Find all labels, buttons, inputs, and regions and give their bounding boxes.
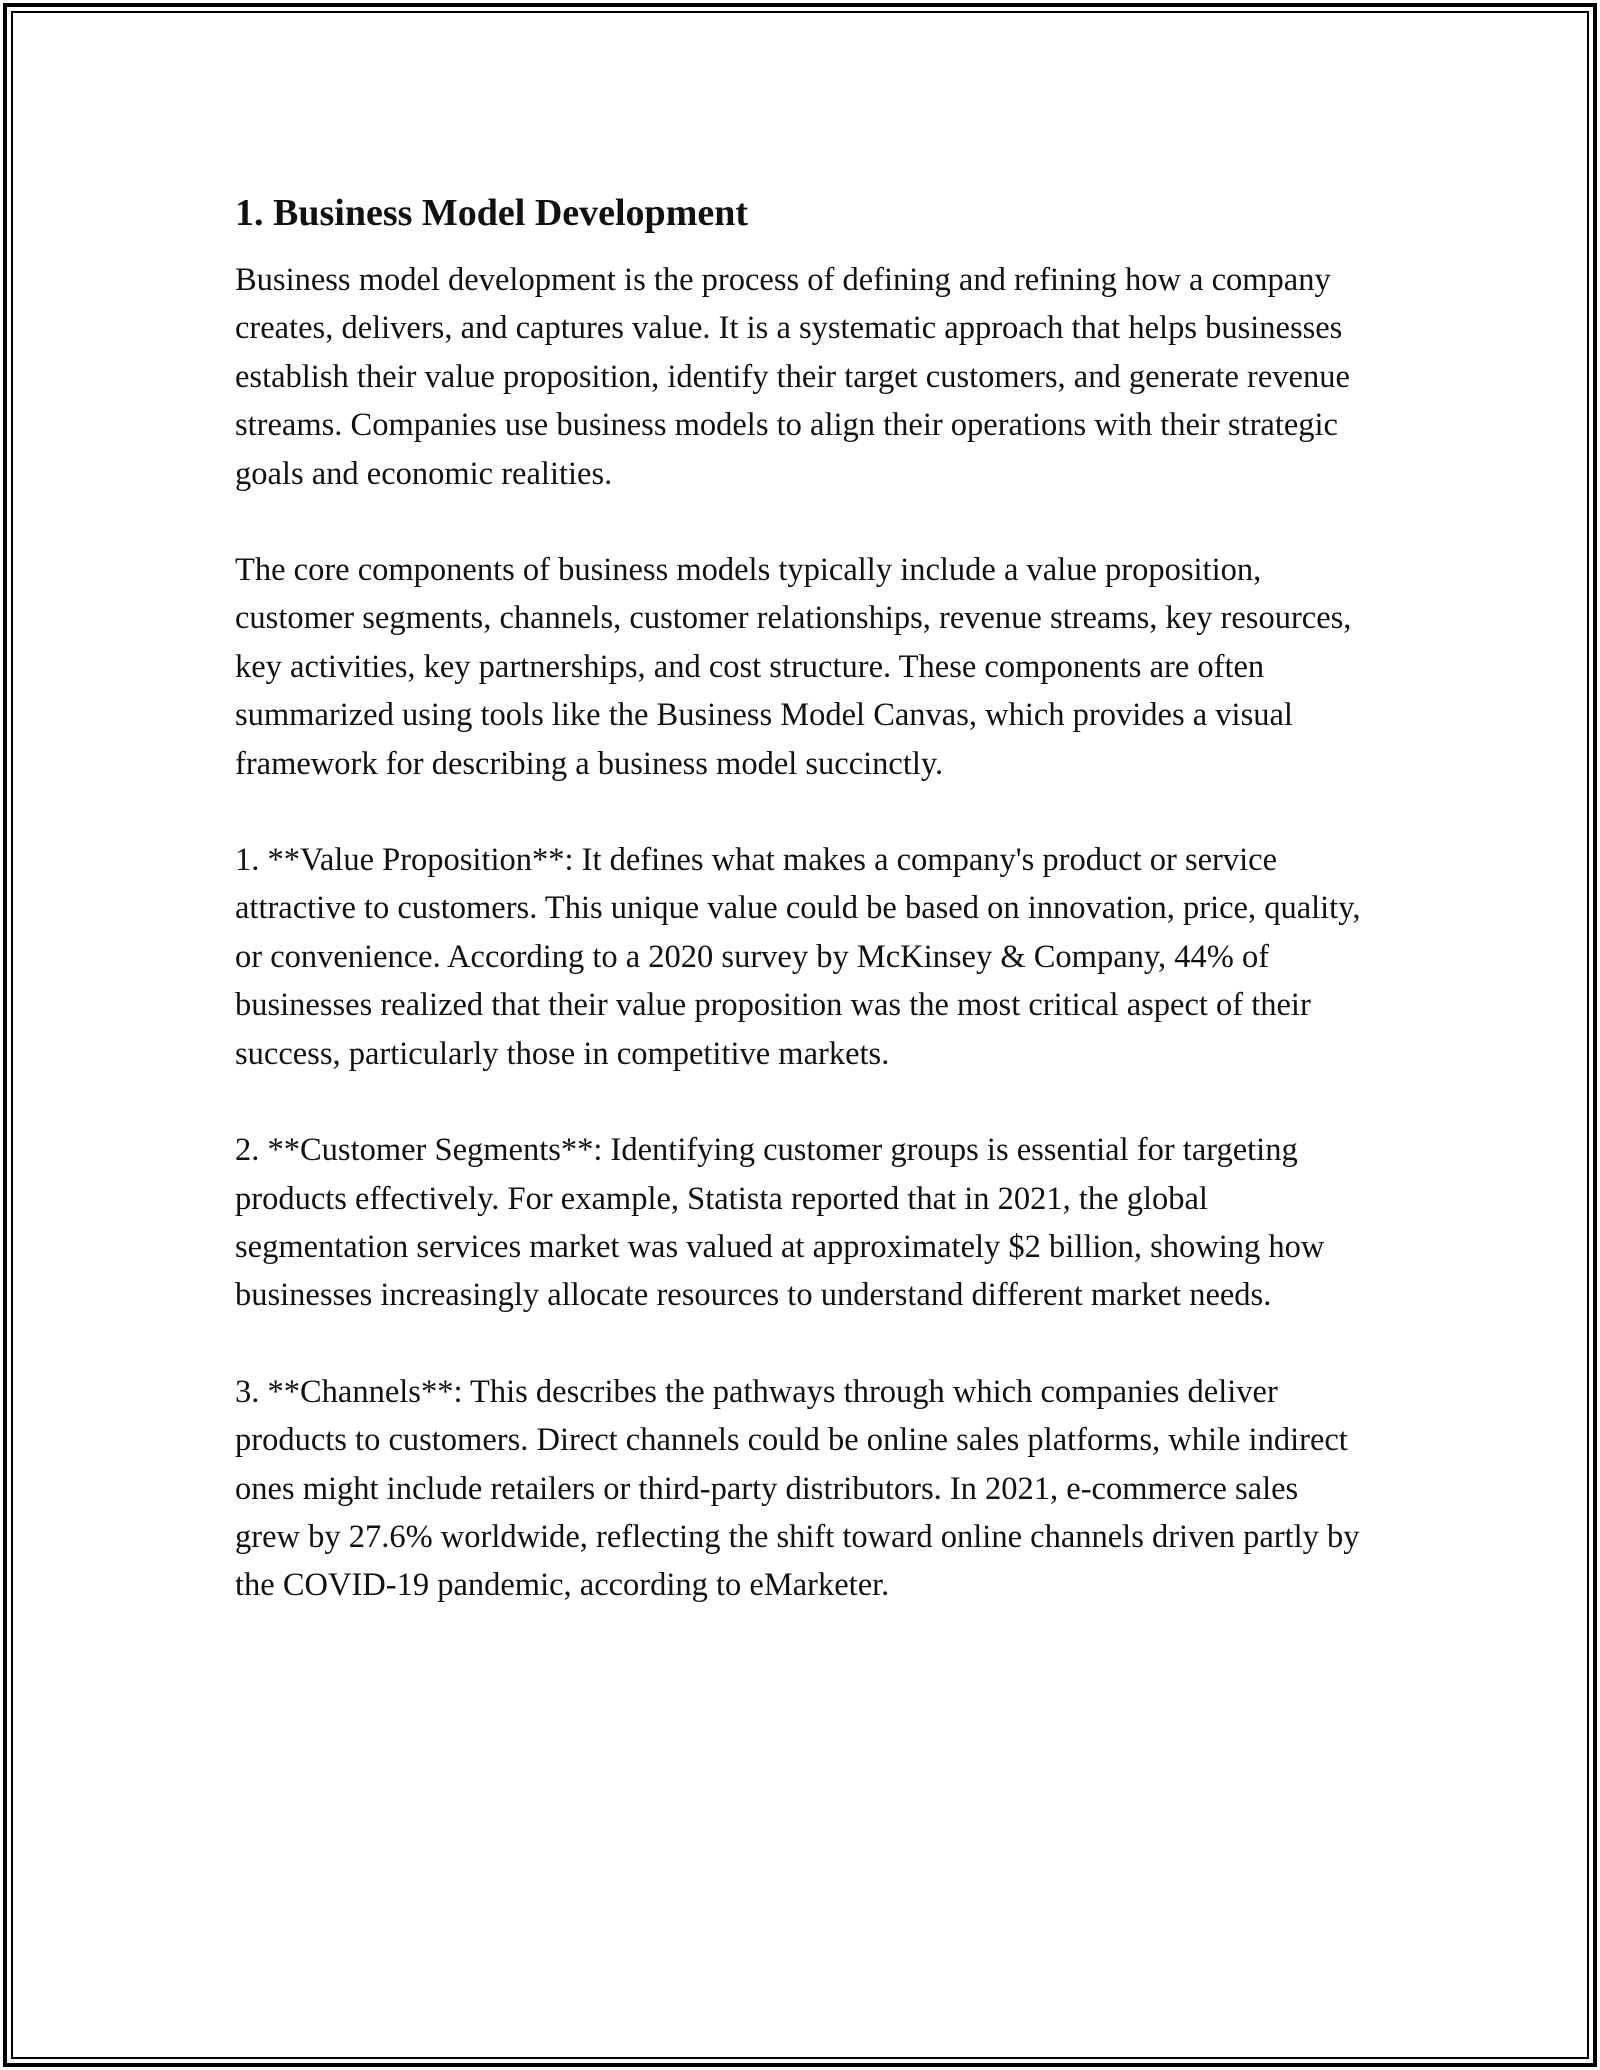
section-title: 1. Business Model Development [235, 192, 748, 234]
paragraph-channels: 3. **Channels**: This describes the pathways through which companies deliver products to customers. Direct channels could be online sales platforms, while indirect ones might include retailers or third-party distributors. In 2021, e-commerce sales grew by 27.6% worldwide, reflecting the shift toward online channels driven partly by the COVID-19 pandemic, according to eMarketer. [235, 1373, 1360, 1604]
paragraph-value-proposition: 1. **Value Proposition**: It defines what makes a company's product or service attractive to customers. This unique value could be based on innovation, price, quality, or convenience. According to a 2020 survey by McKinsey & Company, 44% of businesses realized that their value proposition was the most critical aspect of their success, particularly those in competitive markets. [235, 842, 1361, 1072]
paragraph-customer-segments: 2. **Customer Segments**: Identifying customer groups is essential for targeting products effectively. For example, Statista reported that in 2021, the global segmentation services market was valued at approximately $2 billion, showing how businesses increasingly allocate resources to understand different market needs. [235, 1132, 1325, 1314]
paragraph-intro: Business model development is the process of defining and refining how a company creates, delivers, and captures value. It is a systematic approach that helps businesses establish their value proposition, identify their target customers, and generate revenue streams. Companies use business models to align their operations with their strategic goals and economic realities. [235, 262, 1350, 492]
paragraph-core-components: The core components of business models typically include a value proposition, customer segments, channels, customer relationships, revenue streams, key resources, key activities, key partnerships, and cost structure. These components are often summarized using tools like the Business Model Canvas, which provides a visual framework for describing a business model succinctly. [235, 552, 1352, 782]
document-body [235, 186, 1370, 1658]
